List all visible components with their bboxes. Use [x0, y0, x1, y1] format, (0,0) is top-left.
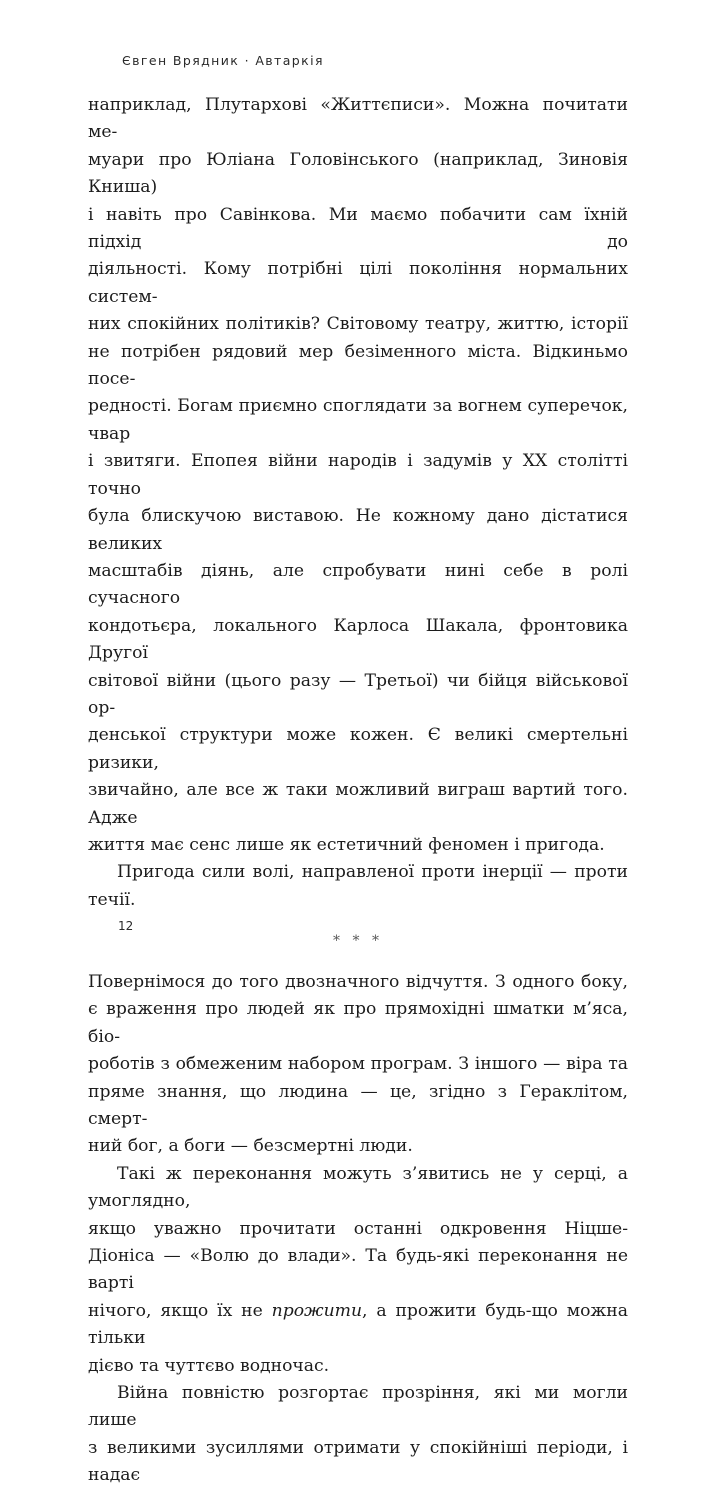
text-line: денської структури може кожен. Є великі смертельні ризики, — [88, 725, 628, 773]
text-line: дієво та чуттєво водночас. — [88, 1355, 330, 1376]
text-run: нічого, якщо їх не — [88, 1300, 272, 1321]
text-line: була блискучою виставою. Не кожному дано дістатися великих — [88, 506, 628, 554]
text-line: звичайно, але все ж таки можливий виграш вартий того. Адже — [88, 780, 628, 828]
text-line: діяльності. Кому потрібні цілі покоління нормальних систем- — [88, 259, 628, 307]
text-line: роботів з обмеженим набором програм. З іншого — віра та — [88, 1054, 628, 1075]
running-header: Євген Врядник · Автаркія — [122, 53, 324, 68]
text-line: пряме знання, що людина — це, згідно з Гераклітом, смерт- — [88, 1081, 628, 1130]
text-line: не потрібен рядовий мер безіменного міста. Відкиньмо посе- — [88, 341, 628, 390]
text-line: світової війни (цього разу — Третьої) чи бійця військової ор- — [88, 670, 628, 718]
text-line: Повернімося до того двозначного відчуття. З одного боку, — [88, 971, 628, 992]
text-line: є враження про людей як про прямохідні шматки м’яса, біо- — [88, 999, 628, 1047]
text-line: Такі ж переконання можуть з’явитись не у серці, а умоглядно, — [88, 1163, 628, 1212]
paragraph-1 — [88, 92, 628, 859]
section-separator: * * * — [333, 932, 383, 949]
page-number: 12 — [118, 919, 134, 933]
text-line: життя має сенс лише як естетичний феномен і пригода. — [88, 834, 605, 855]
text-line: Війна повністю розгортає прозріння, які ми могли лише — [88, 1383, 628, 1431]
text-line: Пригода сили волі, направленої проти інерції — проти — [117, 862, 628, 883]
paragraph-2 — [88, 859, 628, 914]
text-line-with-emphasis — [88, 1298, 628, 1353]
text-line: Діоніса — «Волю до влади». Та будь-які переконання не варті — [88, 1246, 628, 1294]
text-line: наприклад, Плутархові «Життєписи». Можна почитати ме- — [88, 95, 628, 143]
text-line: масштабів діянь, але спробувати нині себе в ролі сучасного — [88, 560, 628, 609]
text-line: редності. Богам приємно споглядати за вогнем суперечок, чвар — [88, 396, 628, 444]
text-line: і звитяги. Епопея війни народів і задумів у XX столітті точно — [88, 451, 628, 499]
text-line: якщо уважно прочитати останні одкровення Ніцше- — [88, 1218, 628, 1239]
paragraph-3 — [88, 969, 628, 1161]
text-run: , а прожити будь-що можна тільки — [88, 1300, 628, 1349]
body-text — [88, 92, 628, 1490]
text-line: з великими зусиллями отримати у спокійніші періоди, і надає — [88, 1437, 628, 1486]
text-line: муари про Юліана Головінського (наприклад, Зиновія Книша) — [88, 149, 628, 198]
text-line: них спокійних політиків? Світовому театру, життю, історії — [88, 314, 628, 335]
paragraph-4 — [88, 1161, 628, 1380]
text-line: ний бог, а боги — безсмертні люди. — [88, 1136, 413, 1157]
text-line: кондотьєра, локального Карлоса Шакала, фронтовика Другої — [88, 615, 628, 664]
paragraph-5 — [88, 1380, 628, 1490]
emphasis-word: прожити — [271, 1300, 363, 1321]
text-line: течії. — [88, 889, 136, 910]
text-line: і навіть про Савінкова. Ми маємо побачити сам їхній підхід до — [88, 204, 628, 253]
